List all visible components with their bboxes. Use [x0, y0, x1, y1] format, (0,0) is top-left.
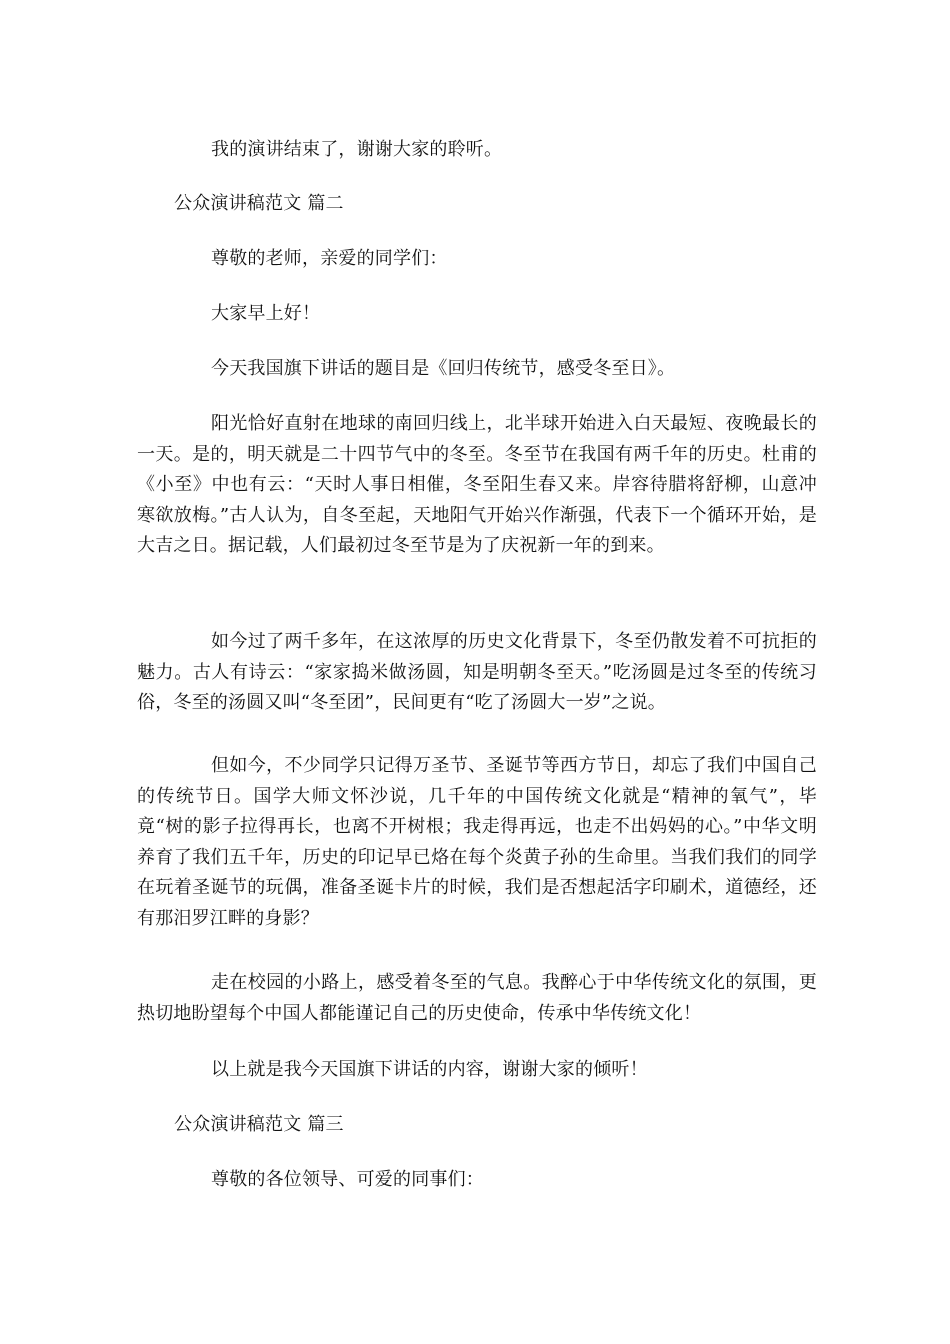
salutation-line: 尊敬的老师，亲爱的同学们： [211, 248, 448, 269]
section-heading-part-two: 公众演讲稿范文 篇二 [174, 193, 344, 214]
body-paragraph-traditional-culture: 但如今，不少同学只记得万圣节、圣诞节等西方节日，却忘了我们中国自己的传统节日。国学大师文怀沙说，几千年的中国传统文化就是“精神的氧气”，毕竟“树的影子拉得再长，也离不开树根；我走得再远，也走不出妈妈的心。”中华文明养育了我们五千年，历史的印记早已烙在每个炎黄子孙的生命里。当我们我们的同学在玩着圣诞节的玩偶，准备圣诞卡片的时候，我们是否想起活字印刷术，道德经，还有那汨罗江畔的身影？ [137, 755, 817, 929]
greeting-line: 大家早上好！ [211, 303, 321, 324]
body-paragraph-campus: 走在校园的小路上，感受着冬至的气息。我醉心于中华传统文化的氛围，更热切地盼望每个中国人都能谨记自己的历史使命，传承中华传统文化！ [137, 972, 817, 1024]
body-paragraph-winter-solstice: 阳光恰好直射在地球的南回归线上，北半球开始进入白天最短、夜晚最长的一天。是的，明天就是二十四节气中的冬至。冬至节在我国有两千年的历史。杜甫的《小至》中也有云：“天时人事日相催，冬至阳生春又来。岸容待腊将舒柳，山意冲寒欲放梅。”古人认为，自冬至起，天地阳气开始兴作渐强，代表下一个循环开始，是大吉之日。据记载，人们最初过冬至节是为了庆祝新一年的到来。 [137, 413, 817, 556]
closing-line-previous-speech: 我的演讲结束了，谢谢大家的聆听。 [211, 139, 503, 160]
closing-line: 以上就是我今天国旗下讲话的内容，谢谢大家的倾听！ [211, 1059, 648, 1080]
section-heading-part-three: 公众演讲稿范文 篇三 [174, 1114, 344, 1135]
speech-topic-line: 今天我国旗下讲话的题目是《回归传统节，感受冬至日》。 [211, 358, 676, 379]
salutation-line-part-three: 尊敬的各位领导、可爱的同事们： [211, 1169, 484, 1190]
body-paragraph-tangyuan: 如今过了两千多年，在这浓厚的历史文化背景下，冬至仍散发着不可抗拒的魅力。古人有诗云：“家家捣米做汤圆，知是明朝冬至天。”吃汤圆是过冬至的传统习俗，冬至的汤圆又叫“冬至团”，民间更有“吃了汤圆大一岁”之说。 [137, 631, 817, 713]
